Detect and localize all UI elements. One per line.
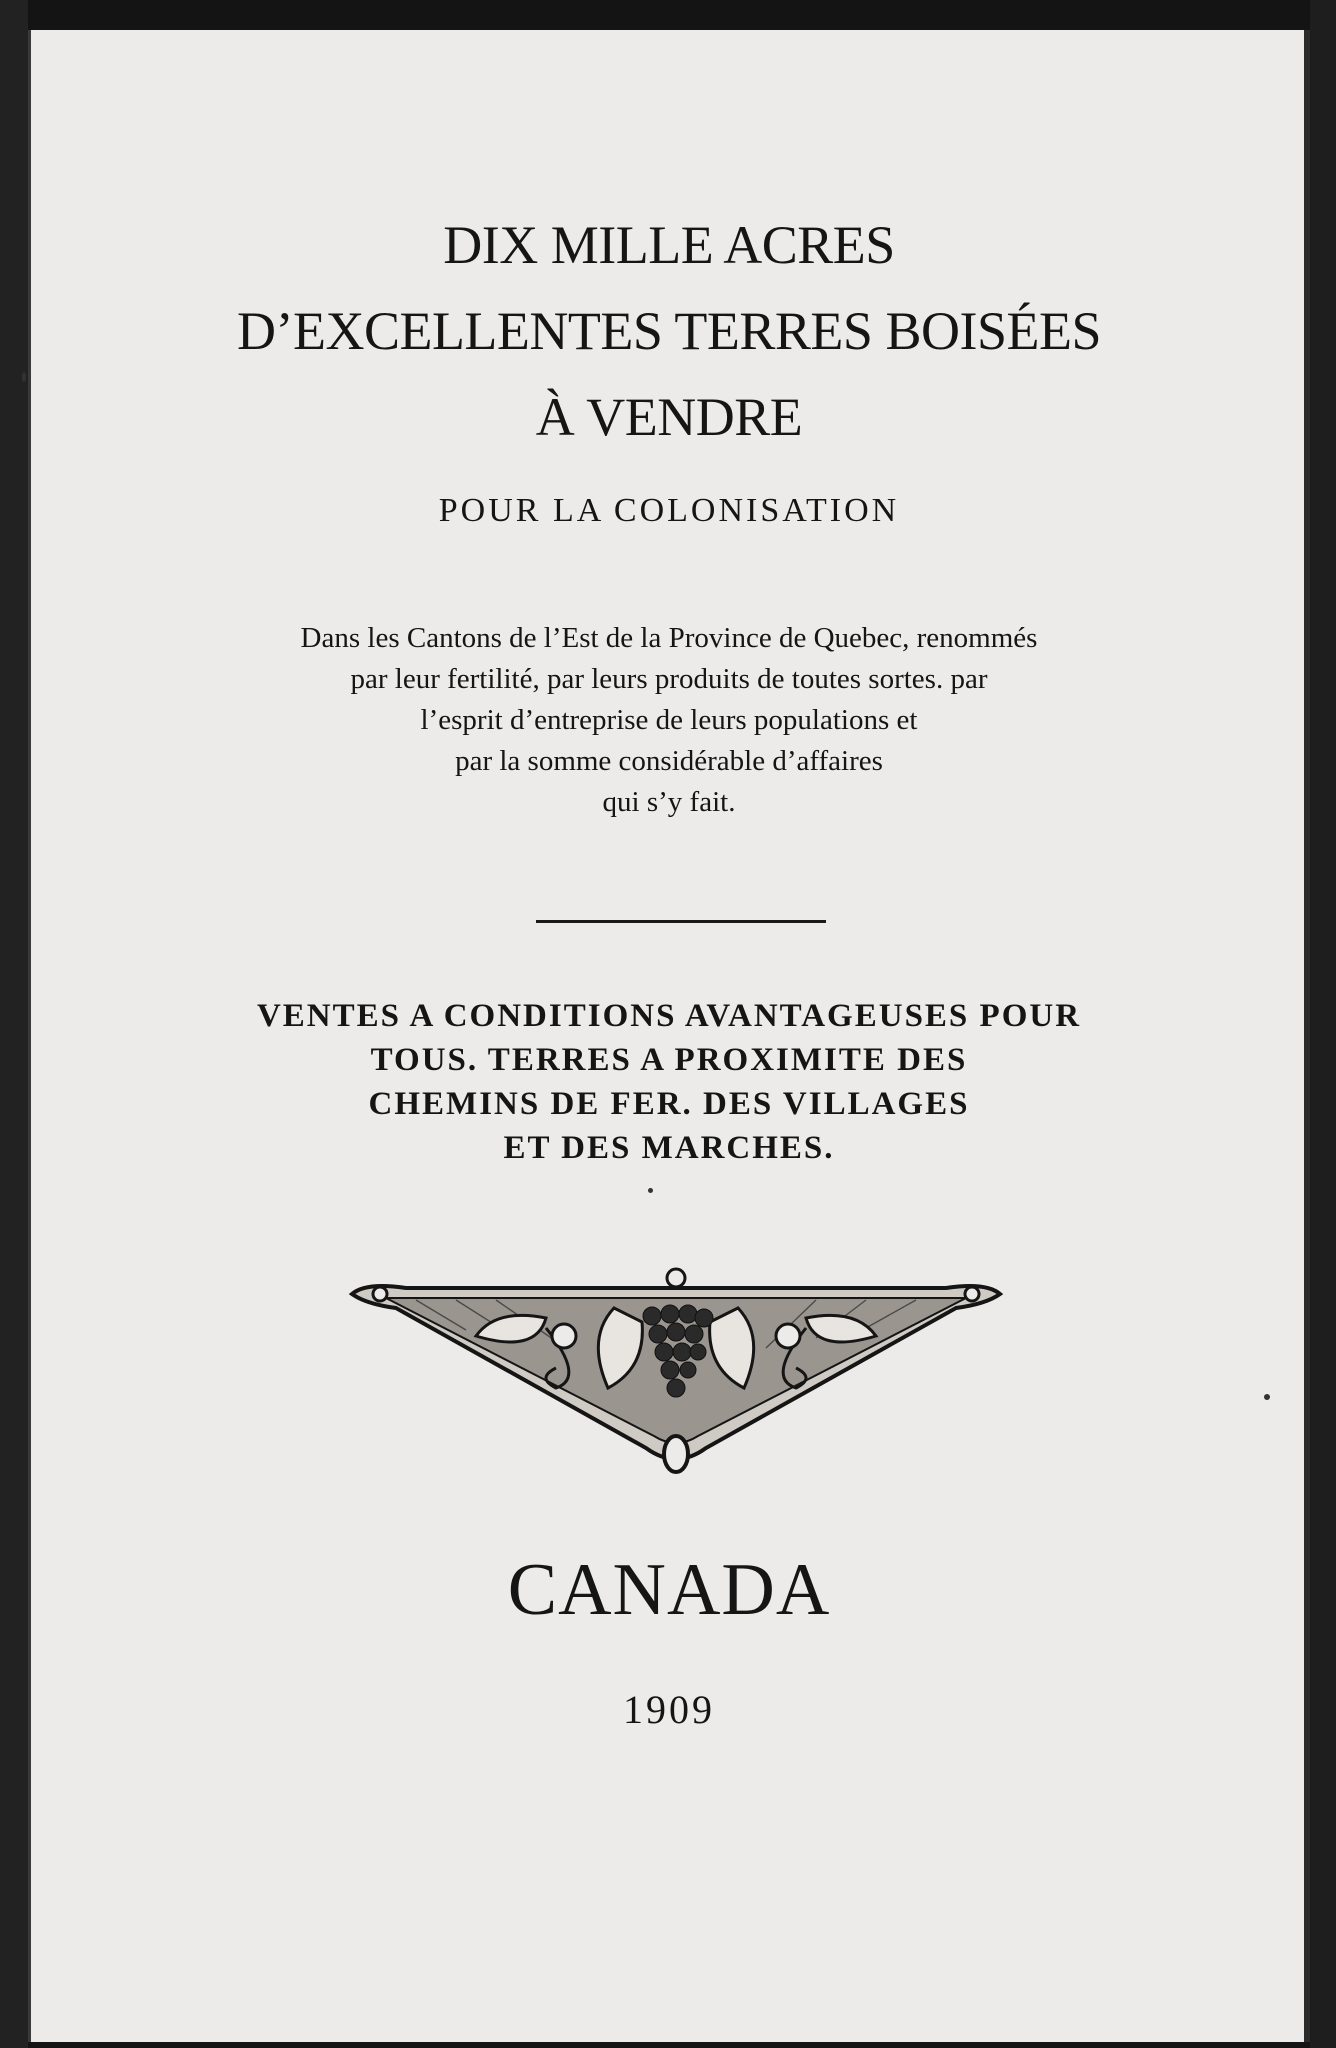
country-name: CANADA [507,1549,831,1631]
conditions-line: ET DES MARCHES. [503,1130,835,1166]
paper-speck [648,1188,653,1193]
book-right-edge [1310,0,1336,2048]
subtitle: POUR LA COLONISATION [438,492,900,529]
description-line: l’esprit d’entreprise de leurs populations et [420,704,918,736]
description-line: par leur fertilité, par leurs produits de toutes sortes. par [350,663,988,695]
page-title [28,202,1310,460]
conditions-line: TOUS. TERRES A PROXIMITE DES [370,1042,968,1078]
horizontal-divider [536,920,826,923]
title-line: À VENDRE [535,387,803,447]
publication-year: 1909 [623,1687,715,1732]
conditions-line: VENTES A CONDITIONS AVANTAGEUSES POUR [256,998,1082,1034]
description-line: par la somme considérable d’affaires [455,745,883,777]
description-paragraph [28,618,1310,823]
description-line: qui s’y fait. [602,786,736,818]
grape-vine-ornament-icon [346,1258,1006,1508]
conditions-line: CHEMINS DE FER. DES VILLAGES [368,1086,970,1122]
paper-speck [1264,1394,1270,1400]
description-line: Dans les Cantons de l’Est de la Province de Quebec, renommés [300,622,1038,654]
title-line: D’EXCELLENTES TERRES BOISÉES [236,301,1101,361]
conditions-paragraph [28,994,1310,1170]
book-spine-edge [0,0,28,2048]
title-line: DIX MILLE ACRES [443,215,895,275]
paper-speck [22,372,26,382]
